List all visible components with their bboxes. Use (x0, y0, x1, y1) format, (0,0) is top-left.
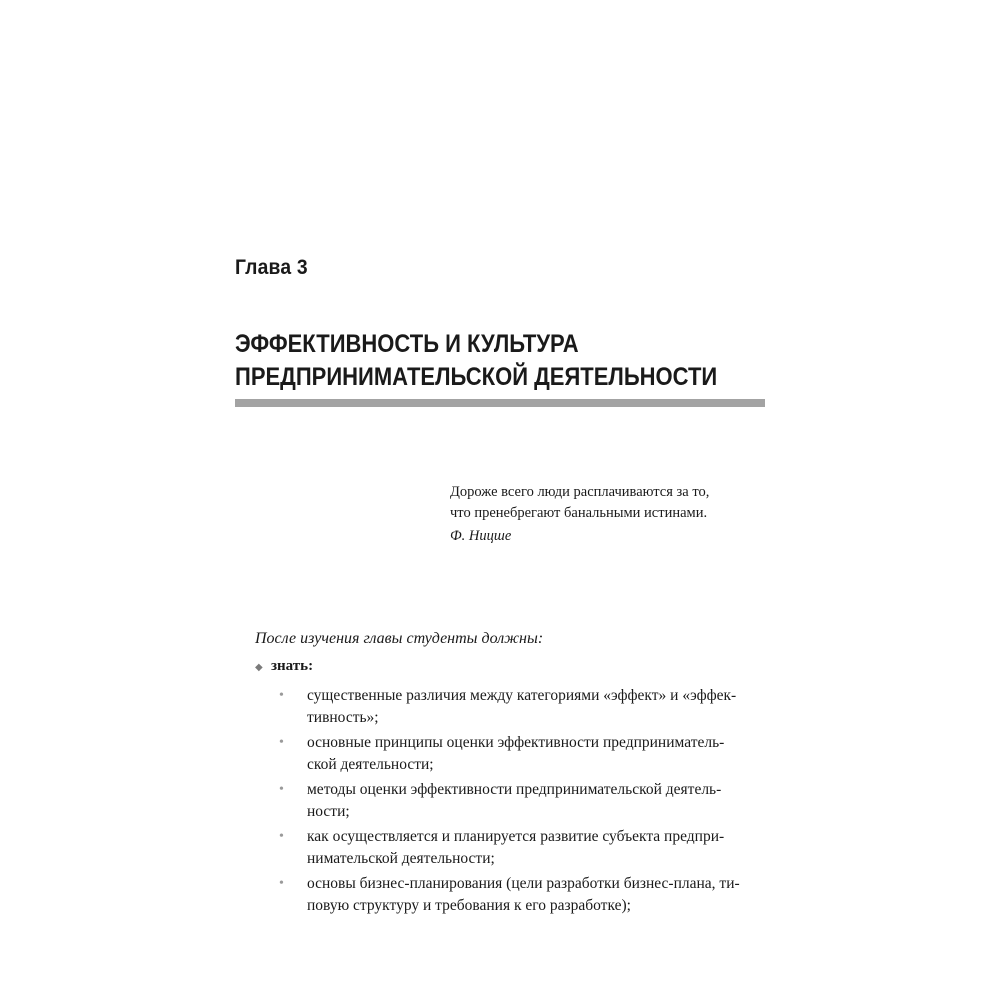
chapter-title-line-2: ПРЕДПРИНИМАТЕЛЬСКОЙ ДЕЯТЕЛЬНОСТИ (235, 363, 718, 391)
know-label: знать: (271, 658, 314, 674)
list-item-line-2: ской деятельности; (307, 756, 434, 773)
list-item (255, 685, 770, 729)
chapter-title-line-1: ЭФФЕКТИВНОСТЬ И КУЛЬТУРА (235, 330, 579, 358)
list-item-line-1: основные принципы оценки эффективности предприниматель- (307, 734, 725, 751)
list-item-line-2: повую структуру и требования к его разработке); (307, 897, 631, 914)
epigraph-line-1: Дороже всего люди расплачиваются за то, (450, 484, 710, 500)
learning-objectives (255, 630, 770, 920)
bullet-icon: • (279, 829, 284, 844)
bullet-icon: • (279, 782, 284, 797)
epigraph-line-2: что пренебрегают банальными истинами. (450, 505, 708, 521)
know-heading (255, 658, 770, 675)
list-item (255, 732, 770, 776)
list-item-line-1: методы оценки эффективности предпринимательской деятель- (307, 781, 722, 798)
title-underline-rule (235, 399, 765, 407)
list-item-line-1: основы бизнес-планирования (цели разработки бизнес-плана, ти- (307, 875, 740, 892)
epigraph (450, 482, 770, 524)
list-item (255, 779, 770, 823)
list-item-line-2: нимательской деятельности; (307, 850, 495, 867)
list-item-line-1: как осуществляется и планируется развитие субъекта предпри- (307, 828, 725, 845)
know-list (255, 685, 770, 917)
bullet-icon: • (279, 688, 284, 703)
chapter-label: Глава 3 (235, 256, 308, 279)
list-item-line-2: ности; (307, 803, 350, 820)
list-item-line-2: тивность»; (307, 709, 379, 726)
list-item (255, 826, 770, 870)
diamond-bullet-icon: ◆ (255, 662, 263, 673)
objectives-intro: После изучения главы студенты должны: (255, 630, 544, 647)
list-item-line-1: существенные различия между категориями «эффект» и «эффек- (307, 687, 737, 704)
bullet-icon: • (279, 735, 284, 750)
chapter-title (235, 328, 717, 394)
bullet-icon: • (279, 876, 284, 891)
epigraph-author: Ф. Ницше (450, 528, 512, 544)
list-item (255, 873, 770, 917)
